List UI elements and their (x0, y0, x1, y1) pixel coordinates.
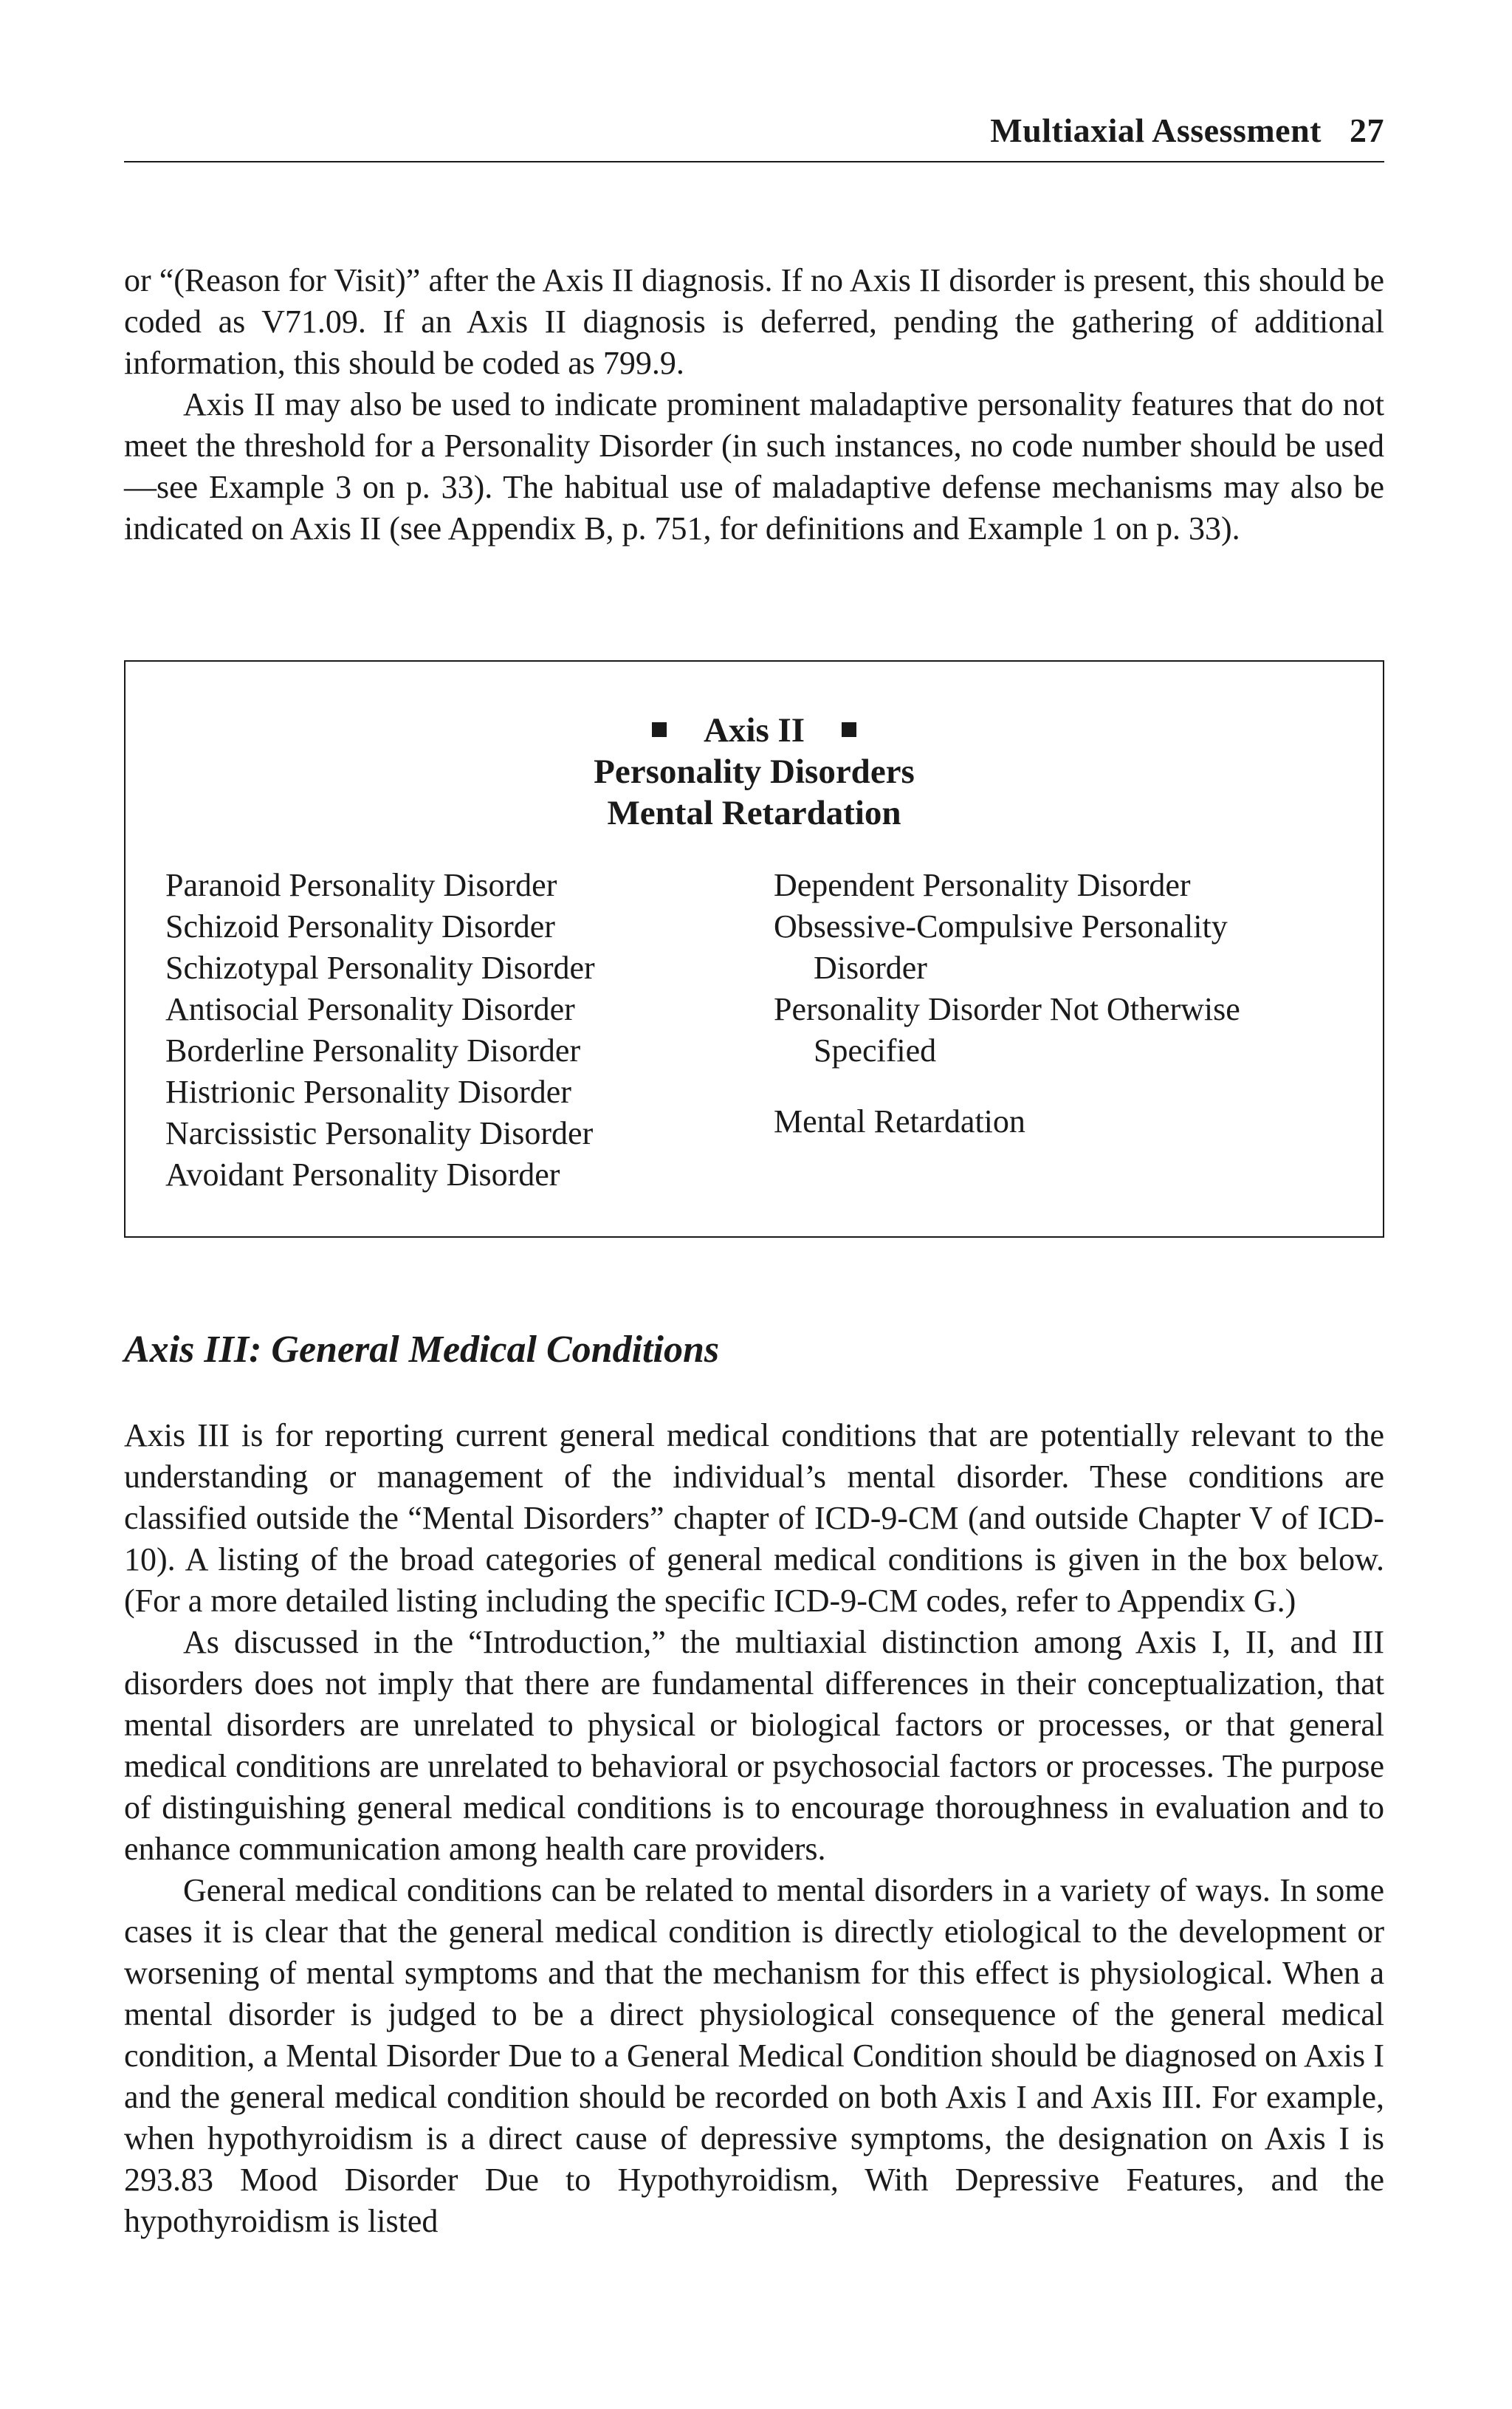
running-head-title: Multiaxial Assessment (990, 112, 1322, 149)
list-item: Mental Retardation (774, 1103, 1025, 1140)
list-item-continuation: Specified (814, 1032, 937, 1069)
list-item: Schizotypal Personality Disorder (165, 950, 595, 986)
list-item: Antisocial Personality Disorder (165, 991, 575, 1027)
axis2-box-heading (126, 710, 1383, 834)
intro-text (124, 260, 1384, 549)
square-bullet-icon (652, 722, 667, 737)
list-item: Paranoid Personality Disorder (165, 867, 557, 903)
paragraph: or “(Reason for Visit)” after the Axis II diagnosis. If no Axis II disorder is present, this should be coded as V71.09. If an Axis II diagnosis is deferred, pending the gathering of additional information, this should be coded as 799.9. (124, 262, 1384, 381)
axis2-box (124, 660, 1384, 1238)
list-item: Personality Disorder Not Otherwise (774, 991, 1240, 1027)
axis2-left-column (165, 865, 595, 1196)
paragraph: Axis II may also be used to indicate prominent maladaptive personality features that do not meet the threshold for a Personality Disorder (in such instances, no code number should be used—see Example 3 on p. 33). The habitual use of maladaptive defense mechanisms may also be indicated on Axis II (see Appendix B, p. 751, for definitions and Example 1 on p. 33). (124, 386, 1384, 546)
square-bullet-icon (842, 722, 856, 737)
list-item-continuation: Disorder (814, 950, 927, 986)
running-head (990, 111, 1384, 150)
axis2-box-subtitle: Mental Retardation (607, 794, 901, 832)
list-item: Schizoid Personality Disorder (165, 908, 555, 945)
paragraph: General medical conditions can be related to mental disorders in a variety of ways. In some cases it is clear that the general medical condition is directly etiological to the development or worsening of mental symptoms and that the mechanism for this effect is physiological. When a mental disorder is judged to be a direct physiological consequence of the general medical condition, a Mental Disorder Due to a General Medical Condition should be diagnosed on Axis I and the general medical condition should be recorded on both Axis I and Axis III. For example, when hypothyroidism is a direct cause of depressive symptoms, the designation on Axis I is 293.83 Mood Disorder Due to Hypothyroidism, With Depressive Features, and the hypothyroidism is listed (124, 1872, 1384, 2239)
list-item: Dependent Personality Disorder (774, 867, 1191, 903)
section-text (124, 1415, 1384, 2242)
axis2-right-column (774, 865, 1240, 1142)
list-item: Avoidant Personality Disorder (165, 1156, 560, 1193)
list-item: Narcissistic Personality Disorder (165, 1115, 594, 1151)
list-item: Borderline Personality Disorder (165, 1032, 581, 1069)
axis2-box-subtitle: Personality Disorders (594, 753, 915, 791)
list-item: Histrionic Personality Disorder (165, 1074, 571, 1110)
list-item: Obsessive-Compulsive Personality (774, 908, 1228, 945)
page-number: 27 (1350, 112, 1384, 149)
axis2-box-title: Axis II (703, 711, 805, 750)
paragraph: Axis III is for reporting current general medical conditions that are potentially relevant to the understanding or management of the individual’s mental disorder. These conditions are classified outside the “Mental Disorders” chapter of ICD-9-CM (and outside Chapter V of ICD-10). A listing of the broad categories of general medical conditions is given in the box below. (For a more detailed listing including the specific ICD-9-CM codes, refer to Appendix G.) (124, 1417, 1384, 1619)
section-heading: Axis III: General Medical Conditions (124, 1329, 720, 1371)
paragraph: As discussed in the “Introduction,” the multiaxial distinction among Axis I, II, and III disorders does not imply that there are fundamental differences in their conceptualization, that mental disorders are unrelated to physical or biological factors or processes, or that general medical conditions are unrelated to behavioral or psychosocial factors or processes. The purpose of distinguishing general medical conditions is to encourage thoroughness in evaluation and to enhance communication among health care providers. (124, 1624, 1384, 1867)
header-rule (124, 161, 1384, 162)
